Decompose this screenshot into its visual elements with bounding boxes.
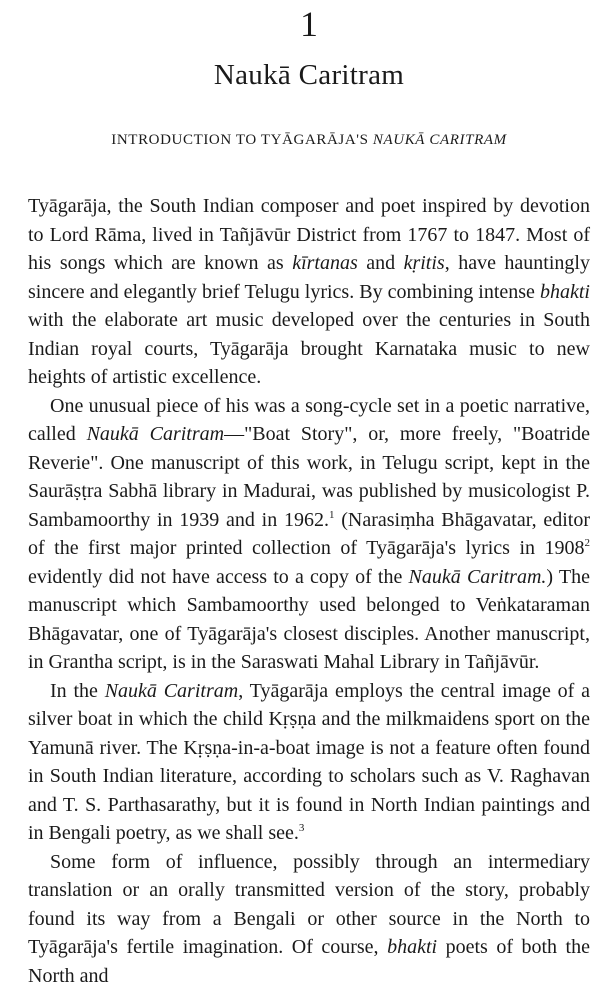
italic-text: bhakti <box>387 936 437 958</box>
text-run: , have hauntingly sincere and elegantly brief Telugu lyrics. By combining intense <box>28 252 590 303</box>
text-run: Tyāgarāja, the South Indian composer and poet inspired by devotion to Lord Rāma, lived in Tañjāvūr District from 1767 to 1847. Most of his songs which are known as <box>28 195 590 274</box>
paragraph <box>28 192 590 392</box>
footnote-marker: 3 <box>299 822 305 834</box>
body-text <box>28 192 590 990</box>
text-run: , Tyāgarāja employs the central image of a silver boat in which the child Kṛṣṇa and the milkmaidens sport on the Yamunā river. The Kṛṣṇa-in-a-boat image is not a feature often found in South Indian literature, according to scholars such as V. Raghavan and T. S. Parthasarathy, but it is found in North Indian paintings and in Bengali poetry, as we shall see. <box>28 680 590 845</box>
text-run: poets of both the North and <box>28 936 590 987</box>
text-run: —"Boat Story", or, more freely, "Boatride Reverie". One manuscript of this work, in Telugu script, kept in the Saurāṣṭra Sabhā library in Madurai, was published by musicologist P. Sambamoorthy in 1939 and in 1962. <box>28 423 590 531</box>
chapter-number: 1 <box>28 0 590 44</box>
text-run: One unusual piece of his was a song-cycle set in a poetic narrative, called <box>28 395 590 446</box>
italic-text: bhakti <box>540 281 590 303</box>
section-heading <box>28 130 590 150</box>
italic-text: kīrtanas <box>292 252 358 274</box>
chapter-title: Naukā Caritram <box>28 58 590 92</box>
text-run: Some form of influence, possibly through an intermediary translation or an orally transmitted version of the story, probably found its way from a Bengali or other source in the North to Tyāgarāja's fertile imagination. Of course, <box>28 851 590 959</box>
italic-text: Naukā Caritram. <box>409 566 547 588</box>
section-heading-text: INTRODUCTION TO TYĀGARĀJA'S <box>111 132 373 148</box>
paragraph <box>28 848 590 990</box>
text-run: (Narasiṃha Bhāgavatar, editor of the first major printed collection of Tyāgarāja's lyrics in 1908 <box>28 509 590 560</box>
footnote-marker: 1 <box>329 509 335 521</box>
text-run: and <box>358 252 404 274</box>
text-run: ) The manuscript which Sambamoorthy used belonged to Veṅkataraman Bhāgavatar, one of Tyāgarāja's closest disciples. Another manuscript, in Grantha script, is in the Saraswati Mahal Library in Tañjāvūr. <box>28 566 590 674</box>
paragraph <box>28 677 590 848</box>
text-run: with the elaborate art music developed over the centuries in South Indian royal courts, Tyāgarāja brought Karnataka music to new heights of artistic excellence. <box>28 309 590 388</box>
italic-text: Naukā Caritram <box>105 680 238 702</box>
footnote-marker: 2 <box>585 537 591 549</box>
paragraph <box>28 392 590 677</box>
section-heading-italic: NAUKĀ CARITRAM <box>373 132 507 148</box>
text-run: In the <box>50 680 105 702</box>
italic-text: kṛitis <box>404 252 445 274</box>
text-run: evidently did not have access to a copy of the <box>28 566 409 588</box>
book-page <box>28 0 590 990</box>
italic-text: Naukā Caritram <box>87 423 225 445</box>
